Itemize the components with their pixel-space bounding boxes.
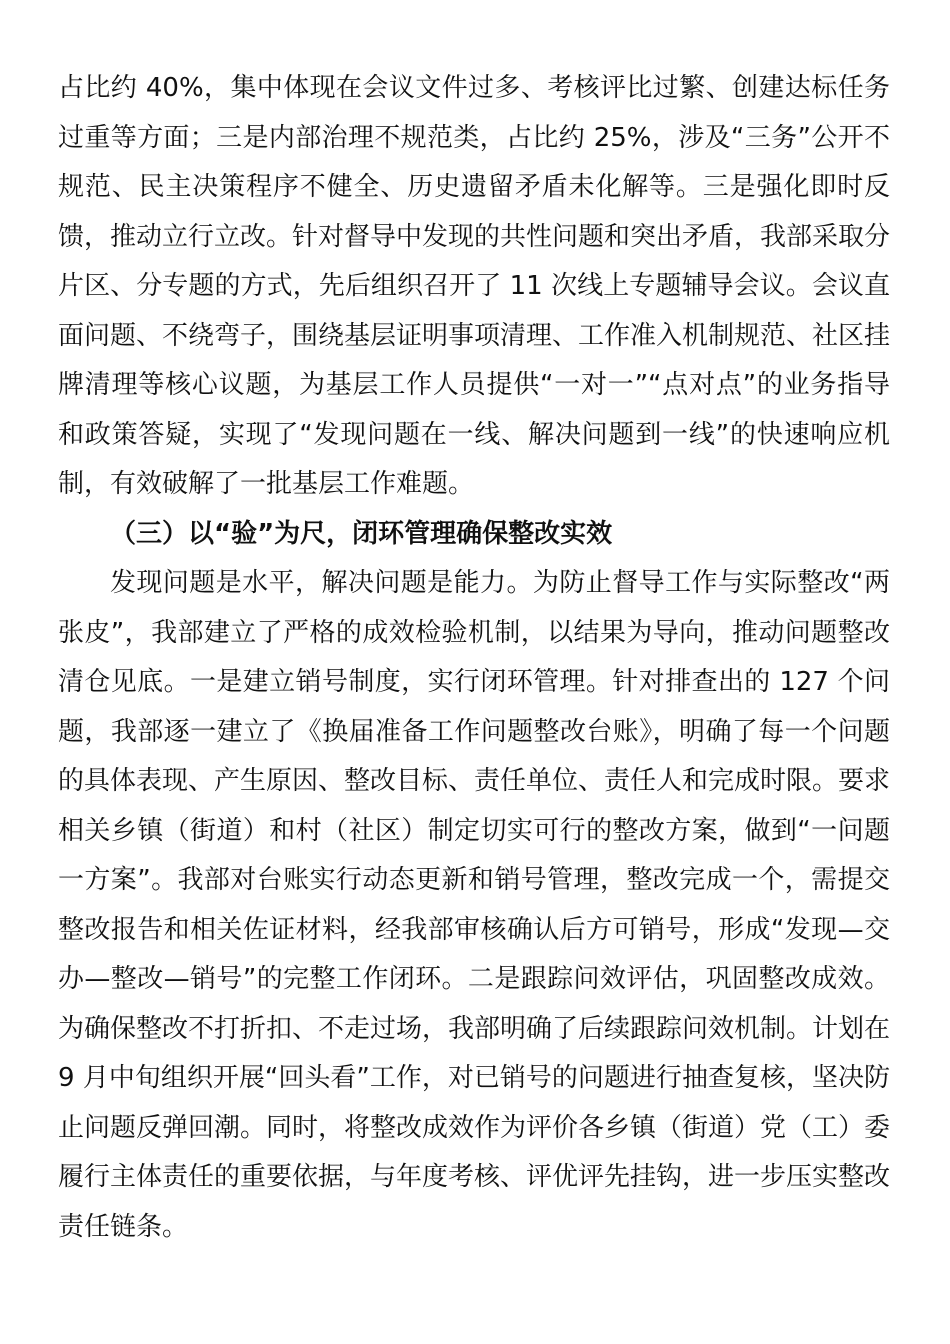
section-heading-3: （三）以“验”为尺，闭环管理确保整改实效 bbox=[110, 518, 613, 549]
body-paragraph-2: 发现问题是水平，解决问题是能力。为防止督导工作与实际整改“两张皮”，我部建立了严格的成效检验机制，以结果为导向，推动问题整改清仓见底。一是建立销号制度，实行闭环管理。针对排查出的 127 个问题，我部逐一建立了《换届准备工作问题整改台账》，明确了每一个问题的具体表现、产生原因、整改目标、责任单位、责任人和完成时限。要求相关乡镇（街道）和村（社区）制定切实可行的整改方案，做到“一问题一方案”。我部对台账实行动态更新和销号管理，整改完成一个，需提交整改报告和相关佐证材料，经我部审核确认后方可销号，形成“发现—交办—整改—销号”的完整工作闭环。二是跟踪问效评估，巩固整改成效。为确保整改不打折扣、不走过场，我部明确了后续跟踪问效机制。计划在 9 月中旬组织开展“回头看”工作，对已销号的问题进行抽查复核，坚决防止问题反弹回潮。同时，将整改成效作为评价各乡镇（街道）党（工）委履行主体责任的重要依据，与年度考核、评优评先挂钩，进一步压实整改责任链条。 bbox=[58, 568, 891, 1242]
body-paragraph-continued: 占比约 40%，集中体现在会议文件过多、考核评比过繁、创建达标任务过重等方面；三是内部治理不规范类，占比约 25%，涉及“三务”公开不规范、民主决策程序不健全、历史遗留矛盾未化解等。三是强化即时反馈，推动立行立改。针对督导中发现的共性问题和突出矛盾，我部采取分片区、分专题的方式，先后组织召开了 11 次线上专题辅导会议。会议直面问题、不绕弯子，围绕基层证明事项清理、工作准入机制规范、社区挂牌清理等核心议题，为基层工作人员提供“一对一”“点对点”的业务指导和政策答疑，实现了“发现问题在一线、解决问题到一线”的快速响应机制，有效破解了一批基层工作难题。 bbox=[58, 73, 891, 499]
document-page bbox=[58, 64, 890, 1252]
